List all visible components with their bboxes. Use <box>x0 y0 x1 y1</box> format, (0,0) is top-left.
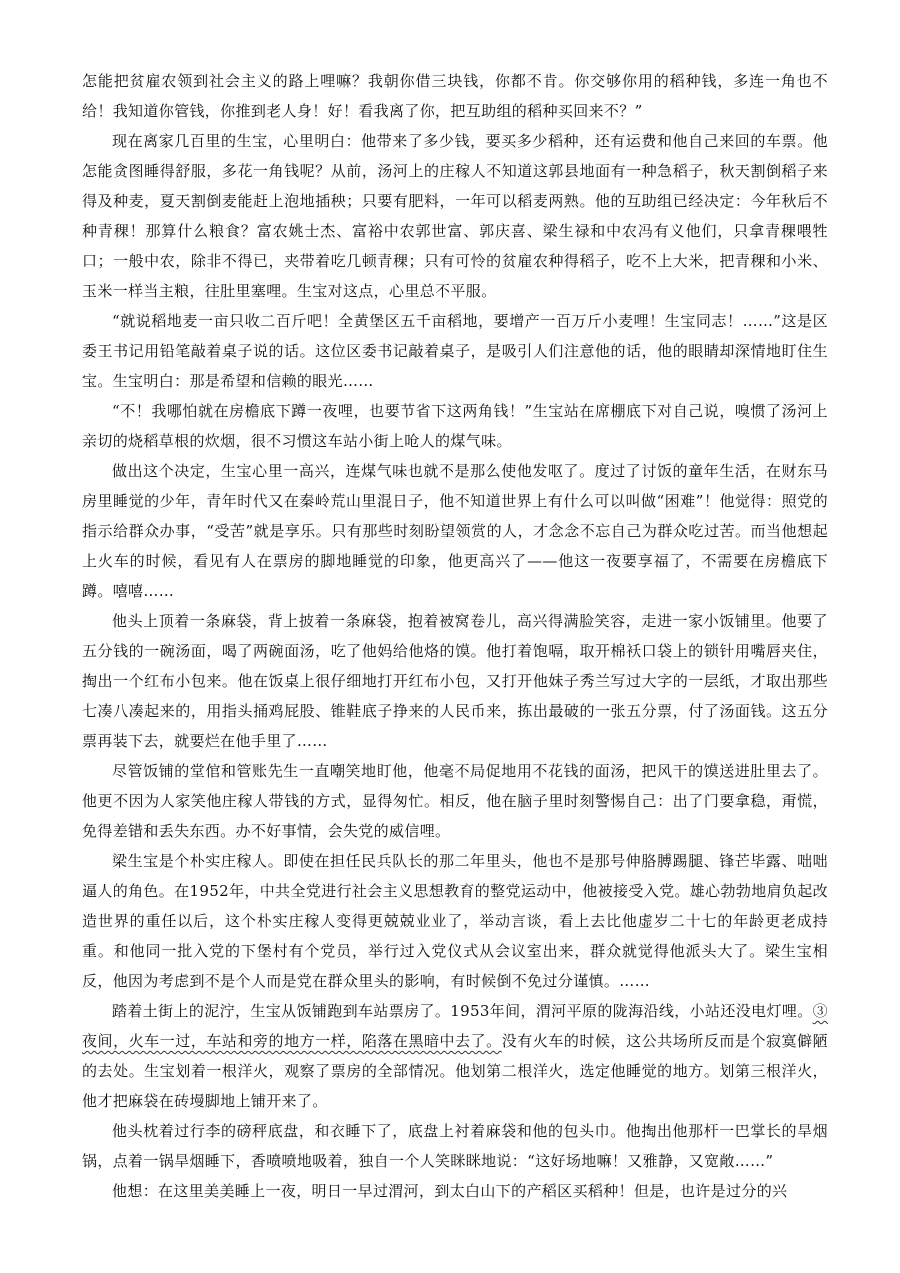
paragraph-money-plan: 现在离家几百里的生宝，心里明白：他带来了多少钱，要买多少稻种，还有运费和他自己来回的车票。他怎能贪图睡得舒服，多花一角钱呢？从前，汤河上的庄稼人不知道这郭县地面有一种急稻子，秋天割倒稻子来得及种麦，夏天割倒麦能赶上泡地插秧；只要有肥料，一年可以稻麦两熟。他的互助组已经决定：今年秋后不种青稞！那算什么粮食？富农姚士杰、富裕中农郭世富、郭庆喜、梁生禄和中农冯有义他们，只拿青稞喂牲口；一般中农，除非不得已，夹带着吃几顿青稞；只有可怜的贫雇农种得稻子，吃不上大米，把青稞和小米、玉米一样当主粮，往肚里塞哩。生宝对这点，心里总不平服。 <box>82 132 828 300</box>
paragraph-continued: 怎能把贫雇农领到社会主义的路上哩嘛？我朝你借三块钱，你都不肯。你交够你用的稻种钱，多连一角也不给！我知道你管钱，你推到老人身！好！看我离了你，把互助组的稻种买回来不？” <box>82 72 828 120</box>
paragraph-sleep: 他头枕着过行李的磅秤底盘，和衣睡下了，底盘上衬着麻袋和他的包头巾。他掏出他那杆一巴掌长的旱烟锅，点着一锅旱烟睡下，香喷喷地吸着，独自一个人笑眯眯地说：“这好场地嘛！又雅静，又宽敞……” <box>82 1122 828 1170</box>
paragraph-mocked: 尽管饭铺的堂倌和管账先生一直嘲笑地盯他，他毫不局促地用不花钱的面汤，把风干的馍送进肚里去了。他更不因为人家笑他庄稼人带钱的方式，显得匆忙。相反，他在脑子里时刻警惕自己：出了门要拿稳，甭慌，免得差错和丢失东西。办不好事情，会失党的威信哩。 <box>82 762 828 840</box>
marked-sentence-3: ③夜间，火车一过，车站和旁的地方一样，陷落在黑暗中去了。 <box>82 1002 828 1050</box>
station-text-before: 踏着土街上的泥泞，生宝从饭铺跑到车站票房了。1953年间，渭河平原的陇海沿线，小站还没电灯哩。 <box>112 1002 813 1020</box>
paragraph-secretary-words: “就说稻地麦一亩只收二百斤吧！全黄堡区五千亩稻地，要增产一百万斤小麦哩！生宝同志！……”这是区委王书记用铅笔敲着桌子说的话。这位区委书记敲着桌子，是吸引人们注意他的话，他的眼睛却深情地盯住生宝。生宝明白：那是希望和信赖的眼光…… <box>82 312 828 390</box>
paragraph-decision: 做出这个决定，生宝心里一高兴，连煤气味也就不是那么使他发呕了。度过了讨饭的童年生活，在财东马房里睡觉的少年，青年时代又在秦岭荒山里混日子，他不知道世界上有什么可以叫做“困难”！他觉得：照党的指示给群众办事，“受苦”就是享乐。只有那些时刻盼望领赏的人，才念念不忘自己为群众吃过苦。而当他想起上火车的时候，看见有人在票房的脚地睡觉的印象，他更高兴了——他这一夜要享福了，不需要在房檐底下蹲。嘻嘻…… <box>82 462 828 600</box>
paragraph-noodle-shop: 他头上顶着一条麻袋，背上披着一条麻袋，抱着被窝卷儿，高兴得满脸笑容，走进一家小饭铺里。他要了五分钱的一碗汤面，喝了两碗面汤，吃了他妈给他烙的馍。他打着饱嗝，取开棉袄口袋上的锁针用嘴唇夹住，掏出一个红布小包来。他在饭桌上很仔细地打开红布小包，又打开他妹子秀兰写过大字的一层纸，才取出那些七凑八凑起来的，用指头捅鸡屁股、锥鞋底子挣来的人民币来，拣出最破的一张五分票，付了汤面钱。这五分票再装下去，就要烂在他手里了…… <box>82 612 828 750</box>
article-page <box>82 66 828 1206</box>
paragraph-save-money: “不！我哪怕就在房檐底下蹲一夜哩，也要节省下这两角钱！”生宝站在席棚底下对自己说，嗅惯了汤河上亲切的烧稻草根的炊烟，很不习惯这车站小街上呛人的煤气味。 <box>82 402 828 450</box>
paragraph-station <box>82 996 828 1116</box>
paragraph-character: 梁生宝是个朴实庄稼人。即使在担任民兵队长的那二年里头，他也不是那号伸胳膊踢腿、锋芒毕露、咄咄逼人的角色。在1952年，中共全党进行社会主义思想教育的整党运动中，他被接受入党。雄心勃勃地肩负起改造世界的重任以后，这个朴实庄稼人变得更兢兢业业了，举动言谈，看上去比他虚岁二十七的年龄更老成持重。和他同一批入党的下堡村有个党员，举行过入党仪式从会议室出来，群众就觉得他派头大了。梁生宝相反，他因为考虑到不是个人而是党在群众里头的影响，有时候倒不免过分谨慎。…… <box>82 852 828 990</box>
paragraph-thought: 他想：在这里美美睡上一夜，明日一早过渭河，到太白山下的产稻区买稻种！但是，也许是过分的兴 <box>112 1182 788 1200</box>
station-text-after: 没有火车的时候，这公共场所反而是个寂寞僻陋的去处。生宝划着一根洋火，观察了票房的全部情况。他划第二根洋火，选定他睡觉的地方。划第三根洋火，他才把麻袋在砖墁脚地上铺开来了。 <box>82 1032 828 1110</box>
